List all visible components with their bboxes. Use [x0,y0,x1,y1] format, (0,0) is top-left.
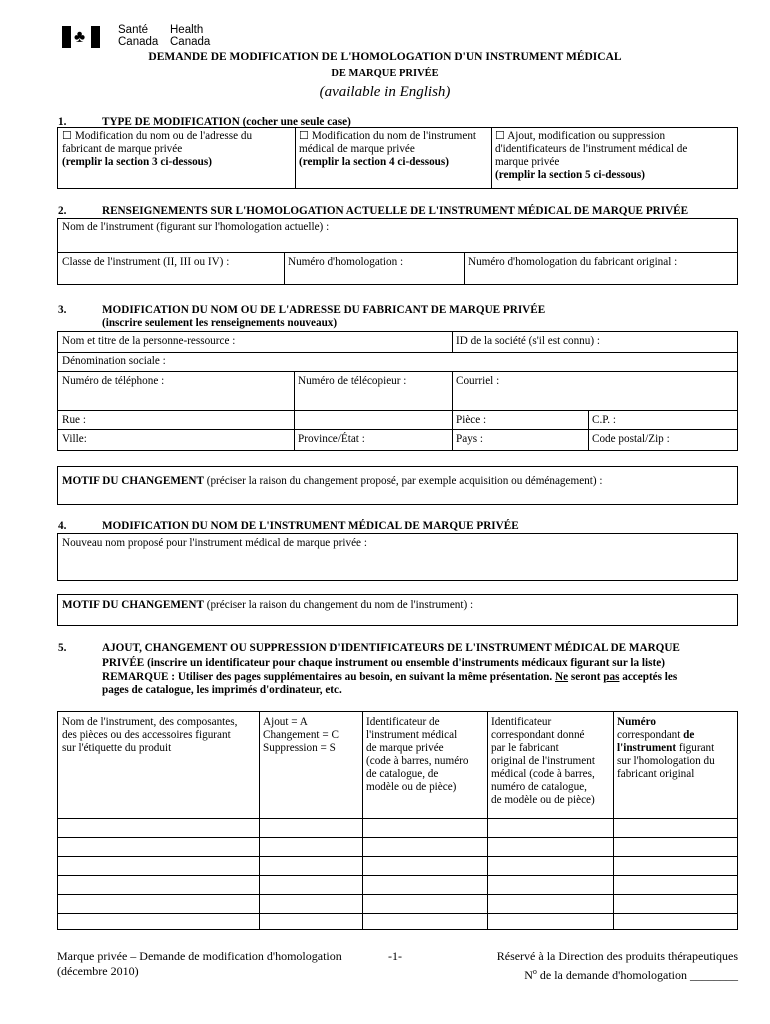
logo-en: Health Canada [170,24,211,48]
option-device-name-change[interactable]: ☐ Modification du nom de l'instrument médical de marque privée (remplir la section 4 ci-dessous) [299,130,477,168]
footer-right: Réservé à la Direction des produits thérapeutiques $N^o$ de la demande d'homologation ________ [496,949,738,982]
fax-field[interactable]: Numéro de télécopieur : [298,375,407,387]
page-number: -1- [388,949,402,963]
section3-heading: 3. MODIFICATION DU NOM OU DE L'ADRESSE DU FABRICANT DE MARQUE PRIVÉE [58,304,546,316]
section4-reason-field[interactable]: MOTIF DU CHANGEMENT (préciser la raison du changement du nom de l'instrument) : [57,594,738,626]
new-device-name-field[interactable]: Nouveau nom proposé pour l'instrument médical de marque privée : [57,533,738,581]
table-row[interactable] [58,914,737,929]
licence-number-field[interactable]: Numéro d'homologation : [288,256,404,268]
table-row[interactable] [58,876,737,894]
col-header-private-label-id: Identificateur de l'instrument médical de marque privée (code à barres, numéro de catalogue, de modèle ou de pièce) [366,716,469,793]
contact-name-field[interactable]: Nom et titre de la personne-ressource : [62,335,236,347]
option-manufacturer-change[interactable]: ☐ Modification du nom ou de l'adresse du fabricant de marque privée (remplir la section 3 ci-dessous) [62,130,253,168]
table-row[interactable] [58,838,737,856]
section1-heading: 1. TYPE DE MODIFICATION (cocher une seule case) [58,116,351,128]
device-class-field[interactable]: Classe de l'instrument (II, III ou IV) : [62,256,230,268]
health-canada-logo [62,24,232,50]
original-licence-field[interactable]: Numéro d'homologation du fabricant original : [468,256,678,268]
postal-code-field[interactable]: Code postal/Zip : [592,433,670,445]
table-row[interactable] [58,895,737,913]
po-box-field[interactable]: C.P. : [592,414,616,426]
table-row[interactable] [58,819,737,837]
col-header-licence-number: Numéro correspondant de l'instrument figurant sur l'homologation du fabricant original [617,716,715,780]
section5-instructions: PRIVÉE (inscrire un identificateur pour chaque instrument ou ensemble d'instruments médicaux figurant sur la liste) REMARQUE : Utiliser des pages supplémentaires au besoin, en suivant la même présentation. Ne seront pas acceptés les pages de catalogue, les imprimés d'ordinateur, etc. [102,657,678,696]
section4-heading: 4. MODIFICATION DU NOM DE L'INSTRUMENT MÉDICAL DE MARQUE PRIVÉE [58,520,519,532]
form-title-line2: DE MARQUE PRIVÉE [331,68,439,79]
section1-table [57,127,738,189]
province-field[interactable]: Province/État : [298,433,365,445]
footer-left: Marque privée – Demande de modification d'homologation (décembre 2010) [57,949,342,978]
col-header-action: Ajout = A Changement = C Suppression = S [263,716,339,754]
canada-flag-icon: ♣ [62,26,100,48]
form-title: DEMANDE DE MODIFICATION DE L'HOMOLOGATION D'UN INSTRUMENT MÉDICAL [148,51,622,63]
table-row[interactable] [58,857,737,875]
available-in-english: (available in English) [319,84,451,100]
company-id-field[interactable]: ID de la société (s'il est connu) : [456,335,600,347]
logo-fr: Santé Canada [118,24,159,48]
section2-heading: 2. RENSEIGNEMENTS SUR L'HOMOLOGATION ACTUELLE DE L'INSTRUMENT MÉDICAL DE MARQUE PRIVÉE [58,205,689,217]
country-field[interactable]: Pays : [456,433,484,445]
suite-field[interactable]: Pièce : [456,414,487,426]
col-header-device-name: Nom de l'instrument, des composantes, des pièces ou des accessoires figurant sur l'étiquette du produit [62,716,238,754]
identifier-table [57,711,738,930]
section5-heading: 5. AJOUT, CHANGEMENT OU SUPPRESSION D'IDENTIFICATEURS DE L'INSTRUMENT MÉDICAL DE MARQUE [58,642,680,654]
col-header-original-id: Identificateur correspondant donné par le fabricant original de l'instrument médical (code à barres, numéro de catalogue, de modèle ou de pièce) [491,716,595,806]
city-field[interactable]: Ville: [62,433,87,445]
section3-subtitle: (inscrire seulement les renseignements nouveaux) [102,317,338,329]
section3-reason-field[interactable]: MOTIF DU CHANGEMENT (préciser la raison du changement proposé, par exemple acquisition ou déménagement) : [57,466,738,505]
option-identifier-change[interactable]: ☐ Ajout, modification ou suppression d'identificateurs de l'instrument médical de marque privée (remplir la section 5 ci-dessous) [495,130,688,181]
email-field[interactable]: Courriel : [456,375,500,387]
company-name-field[interactable]: Dénomination sociale : [62,355,166,367]
section2-table [57,218,738,285]
street-field[interactable]: Rue : [62,414,86,426]
section3-table [57,331,738,451]
device-name-field[interactable]: Nom de l'instrument (figurant sur l'homologation actuelle) : [62,221,330,233]
phone-field[interactable]: Numéro de téléphone : [62,375,165,387]
